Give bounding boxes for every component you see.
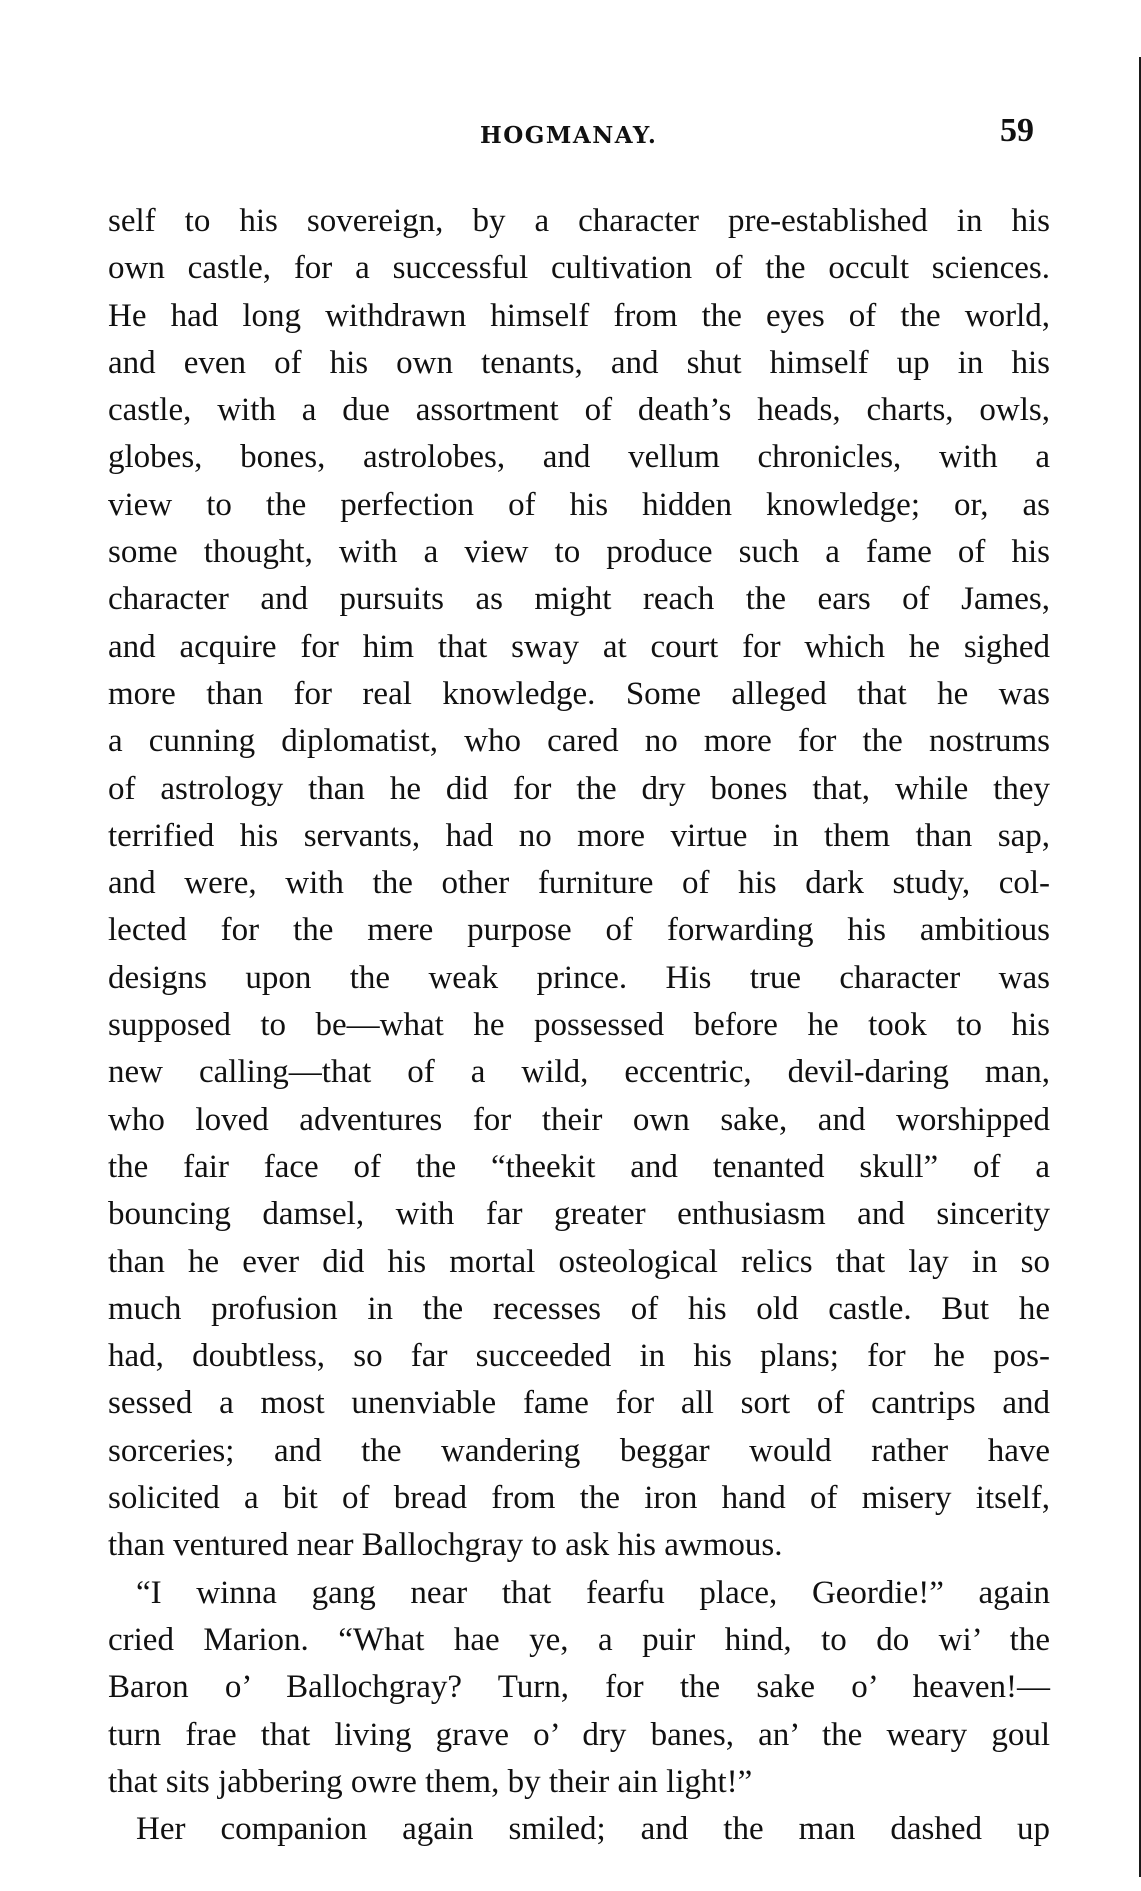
page-number: 59 [1000,112,1034,149]
running-title: HOGMANAY. [480,122,658,149]
text-line: Baron o’ Ballochgray? Turn, for the sake o’ heaven!— [108,1669,1050,1706]
body-text [108,198,1050,1853]
text-line: much profusion in the recesses of his old castle. But he [108,1290,1050,1327]
text-line: character and pursuits as might reach the ears of James, [108,581,1050,618]
text-line: more than for real knowledge. Some alleged that he was [108,675,1050,712]
text-line: lected for the mere purpose of forwarding his ambitious [108,912,1050,949]
text-line: and were, with the other furniture of his dark study, col- [108,865,1050,902]
text-line: view to the perfection of his hidden knowledge; or, as [108,486,1050,523]
text-line: some thought, with a view to produce such a fame of his [108,534,1050,571]
text-line: sessed a most unenviable fame for all sort of cantrips and [108,1385,1050,1422]
text-line: a cunning diplomatist, who cared no more for the nostrums [108,723,1050,760]
text-line: supposed to be—what he possessed before he took to his [108,1007,1050,1044]
text-line: had, doubtless, so far succeeded in his plans; for he pos- [108,1338,1050,1375]
paragraph-end-line: that sits jabbering owre them, by their ain light!” [108,1763,753,1800]
text-line: solicited a bit of bread from the iron hand of misery itself, [108,1480,1050,1517]
paragraph-start-line: Her companion again smiled; and the man dashed up [136,1811,1050,1848]
text-line: castle, with a due assortment of death’s heads, charts, owls, [108,392,1050,429]
text-line: terrified his servants, had no more virtue in them than sap, [108,817,1050,854]
text-line: globes, bones, astrolobes, and vellum chronicles, with a [108,439,1050,476]
text-line: He had long withdrawn himself from the eyes of the world, [108,297,1050,334]
text-line: self to his sovereign, by a character pre-established in his [108,203,1050,239]
paragraph-start-line: “I winna gang near that fearfu place, Geordie!” again [136,1574,1050,1611]
text-line: cried Marion. “What hae ye, a puir hind, to do wi’ the [108,1621,1050,1658]
text-line: designs upon the weak prince. His true character was [108,959,1050,996]
paragraph-end-line: than ventured near Ballochgray to ask his awmous. [108,1527,783,1564]
text-line: bouncing damsel, with far greater enthusiasm and sincerity [108,1196,1050,1233]
text-line: and even of his own tenants, and shut himself up in his [108,344,1050,381]
text-line: turn frae that living grave o’ dry banes, an’ the weary goul [108,1716,1050,1753]
text-line: and acquire for him that sway at court for which he sighed [108,628,1050,665]
text-line: the fair face of the “theekit and tenanted skull” of a [108,1148,1050,1185]
text-line: of astrology than he did for the dry bones that, while they [108,770,1050,807]
text-line: new calling—that of a wild, eccentric, devil-daring man, [108,1054,1050,1091]
text-line: who loved adventures for their own sake, and worshipped [108,1101,1050,1138]
text-line: than he ever did his mortal osteological relics that lay in so [108,1243,1050,1280]
text-line: own castle, for a successful cultivation of the occult sciences. [108,250,1050,287]
text-line: sorceries; and the wandering beggar would rather have [108,1432,1050,1469]
